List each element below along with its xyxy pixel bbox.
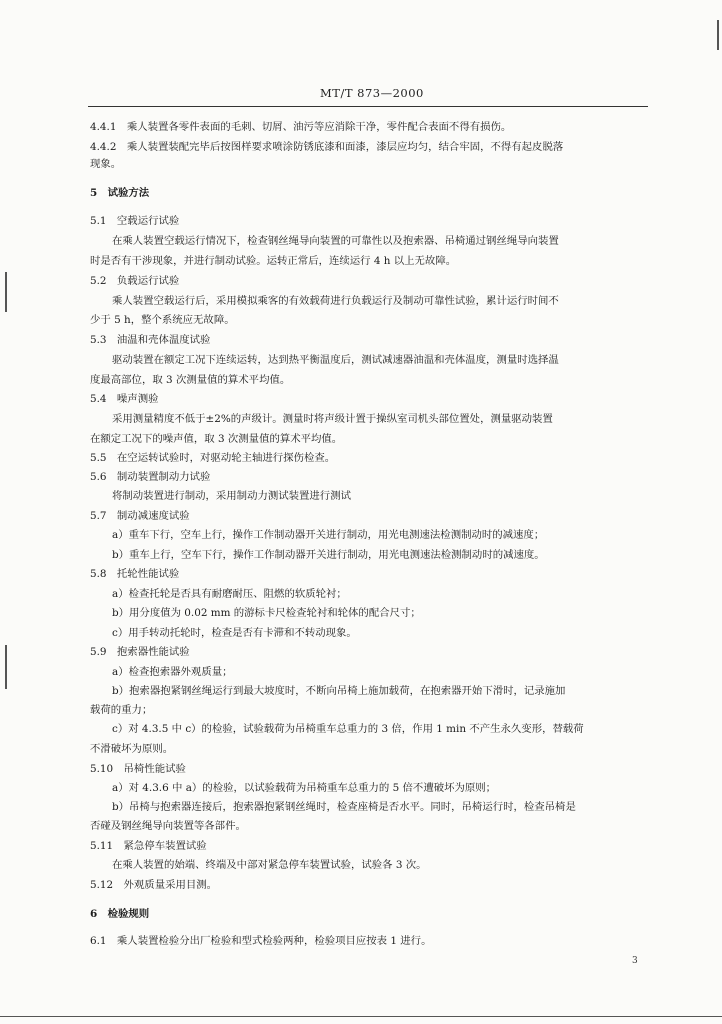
text-line-4-4-2-cont: 现象。 xyxy=(90,158,122,170)
text-line-4-4-2: 4.4.2 乘人装置装配完毕后按图样要求喷涂防锈底漆和面漆，漆层应均匀，结合牢固，不得有起皮脱落 xyxy=(90,141,564,153)
text-line-4-4-1: 4.4.1 乘人装置各零件表面的毛刺、切屑、油污等应消除干净，零件配合表面不得有损伤。 xyxy=(90,121,512,133)
list-item-cont: 不滑破坏为原则。 xyxy=(90,743,174,755)
subheading-5-7: 5.7 制动减速度试验 xyxy=(90,510,190,522)
subheading-5-5: 5.5 在空运转试验时，对驱动轮主轴进行探伤检查。 xyxy=(90,452,336,464)
paragraph-line: 在额定工况下的噪声值，取 3 次测量值的算术平均值。 xyxy=(90,433,343,445)
list-item: c）用手转动托轮时，检查是否有卡滞和不转动现象。 xyxy=(112,627,357,639)
subheading-5-12: 5.12 外观质量采用目测。 xyxy=(90,879,218,891)
list-item-cont: 载荷的重力； xyxy=(90,704,153,716)
list-item: b）抱索器抱紧钢丝绳运行到最大坡度时，不断向吊椅上施加载荷，在抱索器开始下滑时，记录施加 xyxy=(112,685,566,697)
list-item: a）重车下行，空车上行，操作工作制动器开关进行制动，用光电测速法检测制动时的减速度； xyxy=(112,529,545,541)
standard-number-header: MT/T 873—2000 xyxy=(320,86,424,100)
paragraph-line: 少于 5 h，整个系统应无故障。 xyxy=(90,314,235,326)
paragraph-line: 在乘人装置的始端、终端及中部对紧急停车装置试验，试验各 3 次。 xyxy=(112,859,427,871)
subheading-5-9: 5.9 抱索器性能试验 xyxy=(90,646,190,658)
paragraph-line: 度最高部位，取 3 次测量值的算术平均值。 xyxy=(90,374,291,386)
subheading-5-1: 5.1 空载运行试验 xyxy=(90,215,180,227)
list-item: a）检查托轮是否具有耐磨耐压、阻燃的软质轮衬； xyxy=(112,588,347,600)
list-item-cont: 否碰及钢丝绳导向装置等各部件。 xyxy=(90,820,246,832)
scan-bottom-edge xyxy=(0,1016,722,1017)
list-item: a）对 4.3.6 中 a）的检验，以试验载荷为吊椅重车总重力的 5 倍不遭破坏为原则； xyxy=(112,782,497,794)
paragraph-line: 驱动装置在额定工况下连续运转，达到热平衡温度后，测试减速器油温和壳体温度，测量时选择温 xyxy=(112,354,559,366)
paragraph-line: 乘人装置空载运行后，采用模拟乘客的有效载荷进行负载运行及制动可靠性试验，累计运行时间不 xyxy=(112,295,559,307)
list-item: c）对 4.3.5 中 c）的检验，试验载荷为吊椅重车总重力的 3 倍，作用 1 min 不产生永久变形，替载荷 xyxy=(112,723,584,735)
subheading-5-3: 5.3 油温和壳体温度试验 xyxy=(90,334,211,346)
scan-margin-mark xyxy=(5,272,7,312)
list-item: a）检查抱索器外观质量； xyxy=(112,666,233,678)
list-item: b）用分度值为 0.02 mm 的游标卡尺检查轮衬和轮体的配合尺寸； xyxy=(112,607,421,619)
subheading-5-10: 5.10 吊椅性能试验 xyxy=(90,763,186,775)
list-item: b）吊椅与抱索器连接后，抱索器抱紧钢丝绳时，检查座椅是否水平。同时，吊椅运行时，检查吊椅是 xyxy=(112,801,576,813)
subheading-5-6: 5.6 制动装置制动力试验 xyxy=(90,471,211,483)
header-rule xyxy=(88,106,648,107)
paragraph-line: 采用测量精度不低于±2%的声级计。测量时将声级计置于操纵室司机头部位置处，测量驱动装置 xyxy=(112,413,553,425)
subheading-6-1: 6.1 乘人装置检验分出厂检验和型式检验两种，检验项目应按表 1 进行。 xyxy=(90,935,432,947)
section-heading-6: 6 检验规则 xyxy=(90,908,150,920)
list-item: b）重车上行，空车下行，操作工作制动器开关进行制动，用光电测速法检测制动时的减速度。 xyxy=(112,549,545,561)
subheading-5-2: 5.2 负载运行试验 xyxy=(90,275,180,287)
paragraph-line: 在乘人装置空载运行情况下，检查钢丝绳导向装置的可靠性以及抱索器、吊椅通过钢丝绳导向装置 xyxy=(112,235,559,247)
scan-margin-mark xyxy=(717,20,719,50)
paragraph-line: 时是否有干涉现象，并进行制动试验。运转正常后，连续运行 4 h 以上无故障。 xyxy=(90,255,457,267)
paragraph-line: 将制动装置进行制动，采用制动力测试装置进行测试 xyxy=(112,490,351,502)
section-heading-5: 5 试验方法 xyxy=(90,187,150,199)
subheading-5-4: 5.4 噪声测验 xyxy=(90,393,159,405)
page-number: 3 xyxy=(632,956,638,966)
subheading-5-11: 5.11 紧急停车装置试验 xyxy=(90,840,207,852)
subheading-5-8: 5.8 托轮性能试验 xyxy=(90,568,180,580)
scan-margin-mark xyxy=(5,645,7,689)
